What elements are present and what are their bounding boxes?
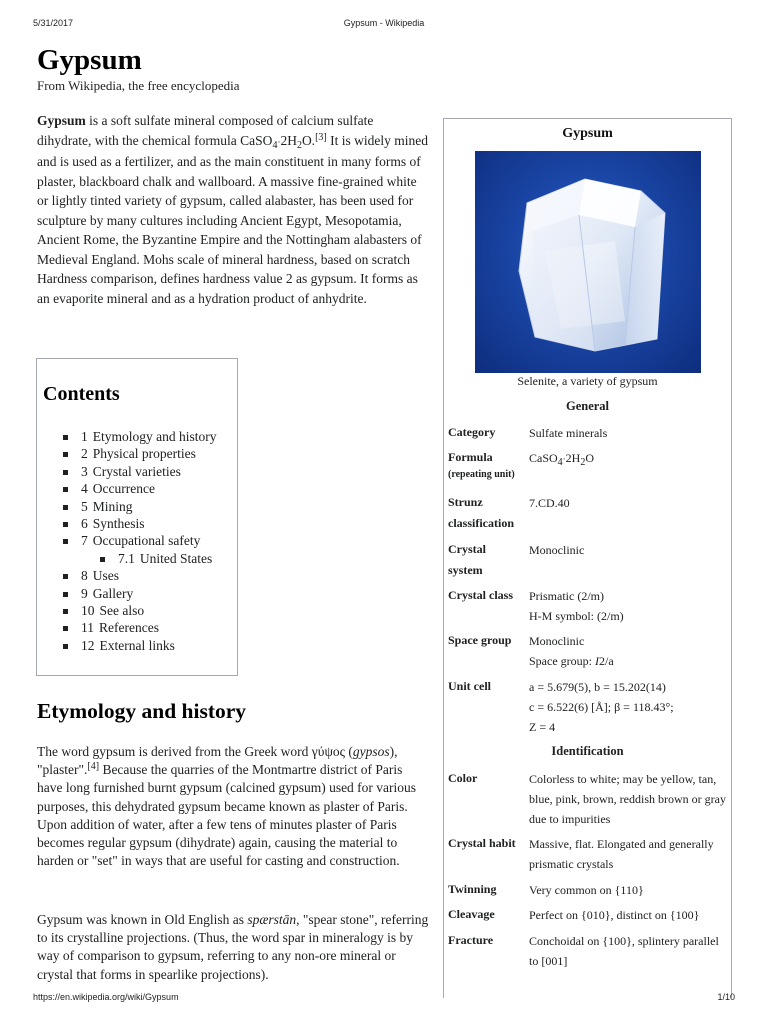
row-value [529, 540, 727, 560]
value-line: Very common on {110} [529, 883, 644, 897]
value-line: Perfect on {010}, distinct on {100} [529, 908, 700, 922]
toc-item-occurrence[interactable] [37, 480, 237, 497]
toc-item-united-states[interactable] [37, 550, 237, 567]
row-label [448, 447, 528, 482]
toc-label: Physical properties [92, 446, 196, 462]
value-line: Monoclinic [529, 634, 585, 648]
print-date: 5/31/2017 [33, 18, 74, 28]
row-label: Crystal habit [448, 836, 516, 850]
lead-subscript: 4 [272, 139, 278, 151]
toc-number: 2 [81, 446, 88, 462]
row-label: Category [448, 425, 496, 439]
toc-item-synthesis[interactable] [37, 515, 237, 532]
paragraph-text: ), "plaster". [37, 744, 398, 778]
toc-label: External links [99, 637, 175, 653]
row-label: Cleavage [448, 907, 495, 921]
toc-label: Crystal varieties [92, 463, 181, 479]
row-value [529, 423, 727, 443]
row-value [529, 931, 727, 971]
crystal-illustration [475, 151, 701, 373]
lead-bold-term: Gypsum [37, 113, 86, 128]
toc-number: 8 [81, 568, 88, 584]
value-italic: I [594, 654, 599, 668]
value-part: 2/a [598, 654, 614, 668]
value-line: Prismatic (2/m) [529, 589, 604, 603]
value-part: Space group: [529, 654, 595, 668]
table-of-contents [36, 358, 238, 676]
infobox [443, 118, 732, 998]
value-line: 7.CD.40 [529, 496, 570, 510]
toc-number: 7 [81, 533, 88, 549]
paragraph-text: Gypsum was known in Old English as [37, 912, 248, 927]
value-line: Massive, flat. Elongated and generally prismatic crystals [529, 837, 714, 871]
row-value [529, 905, 727, 925]
row-label: Space group [448, 633, 512, 647]
toc-number: 7.1 [118, 550, 135, 566]
lead-text: is a soft sulfate mineral composed of calcium sulfate dihydrate, with the chemical formula CaSO [37, 113, 374, 148]
label-line: system [448, 563, 483, 577]
toc-item-mining[interactable] [37, 498, 237, 515]
row-value [529, 834, 727, 874]
selenite-crystal-image[interactable] [475, 151, 701, 373]
formula-label: Formula [448, 450, 493, 464]
toc-list [37, 428, 237, 654]
etymology-paragraph-2 [37, 911, 430, 984]
toc-number: 4 [81, 481, 88, 497]
toc-label: References [99, 620, 159, 636]
formula-part: 2H [565, 451, 581, 465]
value-line: c = 6.522(6) [Å]; β = 118.43°; [529, 700, 674, 714]
lead-text: 2H [280, 132, 297, 148]
lead-text: It is widely mined and is used as a fertilizer, and as the main constituent in many forms of plaster, blackboard chalk and wallboard. A massive fine-grained white or lightly tinted variety of gypsum, called alabaster, has been used for sculpture by many cultures including Ancient Egypt, Mesopotamia, Ancient Rome, the Byzantine Empire and the Nottingham alabasters of Medieval England. Mohs scale of mineral hardness, based on scratch Hardness comparison, defines hardness value 2 as gypsum. It forms as an evaporite mineral and as a hydration product of anhydrite. [37, 132, 428, 306]
toc-label: Mining [92, 498, 133, 514]
value-line: a = 5.679(5), b = 15.202(14) [529, 680, 666, 694]
paragraph-text: Because the quarries of the Montmartre district of Paris have long furnished burnt gypsum (calcined gypsum) used for various purposes, this dehydrated gypsum became known as plaster of Paris. Upon addition of water, after a few tens of minutes plaster of Paris becomes regular gypsum (dihydrate) again, causing the material to harden or "set" in ways that are useful for casting and construction. [37, 762, 417, 869]
section-heading-etymology: Etymology and history [37, 699, 247, 723]
lead-paragraph [37, 111, 430, 308]
row-value [529, 769, 727, 829]
row-value [529, 448, 727, 469]
label-line: Strunz [448, 495, 483, 509]
toc-label: Synthesis [92, 515, 145, 531]
infobox-title: Gypsum [562, 126, 613, 141]
row-label [448, 539, 528, 581]
toc-item-crystal-varieties[interactable] [37, 463, 237, 480]
paragraph-italic: spærstān [247, 912, 297, 927]
toc-title: Contents [43, 383, 120, 405]
toc-number: 11 [81, 620, 94, 636]
toc-label: Occupational safety [92, 533, 201, 549]
paragraph-text: The word gypsum is derived from the Greek word γύψος ( [37, 744, 353, 759]
lead-dot: · [277, 136, 281, 147]
etymology-paragraph-1 [37, 743, 430, 870]
value-line: Colorless to white; may be yellow, tan, blue, pink, brown, reddish brown or gray due to impurities [529, 772, 726, 826]
row-value [529, 631, 727, 671]
print-header [33, 18, 735, 32]
label-line: classification [448, 516, 514, 530]
toc-item-see-also[interactable] [37, 602, 237, 619]
value-line: H-M symbol: (2/m) [529, 609, 624, 623]
value-line: Z = 4 [529, 720, 556, 734]
print-title: Gypsum - Wikipedia [343, 18, 425, 28]
paragraph-italic: gypsos [352, 744, 390, 759]
toc-label: Occurrence [92, 481, 155, 497]
toc-number: 5 [81, 498, 88, 514]
formula-subscript: 4 [557, 457, 563, 468]
toc-item-etymology[interactable] [37, 428, 237, 445]
toc-item-physical-properties[interactable] [37, 445, 237, 462]
formula-dot: · [562, 454, 566, 464]
reference-link[interactable]: [3] [315, 131, 327, 143]
infobox-section-general: General [565, 399, 610, 413]
row-label: Unit cell [448, 679, 491, 693]
row-label: Fracture [448, 933, 494, 947]
row-label: Twinning [448, 882, 497, 896]
formula-part: CaSO [529, 451, 558, 465]
value-line: Conchoidal on {100}, splintery parallel to [001] [529, 934, 719, 968]
formula-subscript: 2 [580, 457, 586, 468]
page-tagline: From Wikipedia, the free encyclopedia [37, 78, 240, 93]
toc-item-occupational-safety[interactable] [37, 532, 237, 549]
toc-item-uses[interactable] [37, 567, 237, 584]
toc-number: 1 [81, 429, 88, 444]
toc-label: Gallery [92, 585, 134, 601]
label-line: Crystal [448, 542, 486, 556]
toc-label: See also [99, 602, 145, 618]
toc-number: 9 [81, 585, 88, 601]
toc-item-gallery[interactable] [37, 585, 237, 602]
row-value [529, 677, 727, 737]
toc-number: 10 [81, 602, 95, 618]
toc-label: United States [139, 550, 213, 566]
page-title: Gypsum [37, 44, 142, 76]
print-footer [33, 992, 735, 1006]
image-caption: Selenite, a variety of gypsum [517, 374, 658, 388]
row-value [529, 493, 727, 513]
toc-item-external-links[interactable] [37, 637, 237, 654]
crystal-system-link[interactable]: Monoclinic [529, 543, 585, 557]
toc-label: Etymology and history [92, 429, 217, 444]
toc-number: 6 [81, 515, 88, 531]
print-page-number: 1/10 [717, 992, 735, 1002]
toc-item-references[interactable] [37, 619, 237, 636]
toc-label: Uses [92, 568, 119, 584]
reference-link[interactable]: [4] [87, 761, 100, 773]
toc-number: 3 [81, 463, 88, 479]
lead-text: O. [301, 132, 316, 148]
row-label: Crystal class [448, 588, 513, 602]
row-label: Color [448, 771, 478, 785]
formula-part: O [585, 451, 595, 465]
row-value [529, 586, 727, 626]
category-link[interactable]: Sulfate minerals [529, 426, 608, 440]
toc-number: 12 [81, 637, 95, 653]
print-url[interactable]: https://en.wikipedia.org/wiki/Gypsum [33, 992, 179, 1002]
row-value [529, 880, 727, 900]
paragraph-text: , "spear stone", referring to its crystalline projections. (Thus, the word spar in mineralogy is by way of comparison to gypsum, referring to any non-ore mineral or crystal that forms in spearlike projections). [37, 912, 429, 982]
row-label [448, 492, 528, 534]
infobox-section-identification: Identification [551, 744, 624, 758]
formula-sublabel: (repeating unit) [448, 469, 515, 480]
lead-subscript: 2 [296, 139, 302, 151]
